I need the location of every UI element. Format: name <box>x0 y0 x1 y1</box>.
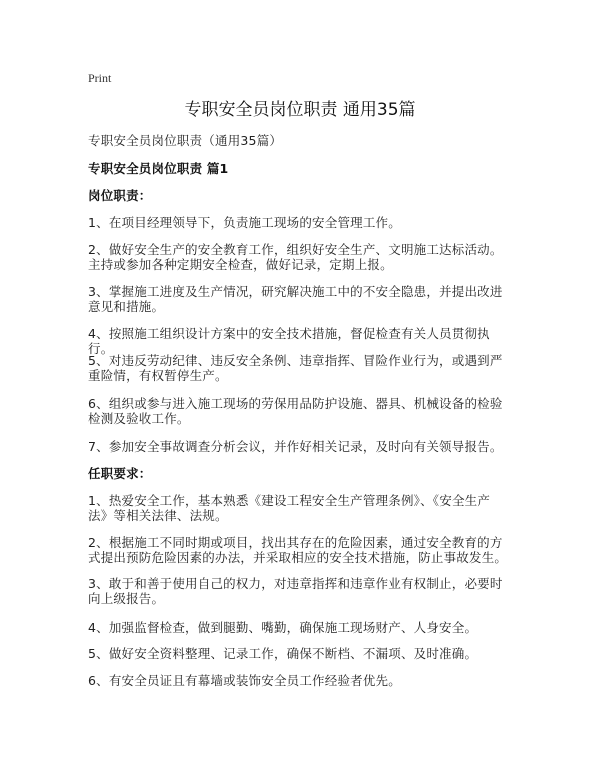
page-title: 专职安全员岗位职责 通用35篇 <box>184 100 416 120</box>
duty-item: 7、参加安全事故调查分析会议，并作好相关记录，及时向有关领导报告。 <box>88 439 503 454</box>
requirement-item: 4、加强监督检查，做到腿勤、嘴勤，确保施工现场财产、人身安全。 <box>88 620 478 635</box>
requirement-item: 3、敢于和善于使用自己的权力，对违章指挥和违章作业有权制止，必要时向上级报告。 <box>88 576 503 606</box>
duty-item: 4、按照施工组织设计方案中的安全技术措施，督促检查有关人员贯彻执行。 <box>88 326 490 356</box>
duty-item: 2、做好安全生产的安全教育工作，组织好安全生产、文明施工达标活动。主持或参加各种定期安全检查，做好记录，定期上报。 <box>88 242 503 272</box>
print-label: Print <box>88 71 112 85</box>
requirement-item: 2、根据施工不同时期或项目，找出其存在的危险因素，通过安全教育的方式提出预防危险因素的办法，并采取相应的安全技术措施，防止事故发生。 <box>88 535 508 565</box>
duty-item: 6、组织或参与进入施工现场的劳保用品防护设施、器具、机械设备的检验检测及验收工作。 <box>88 396 503 426</box>
duty-item: 3、掌握施工进度及生产情况，研究解决施工中的不安全隐患，并提出改进意见和措施。 <box>88 284 503 314</box>
requirement-item: 1、热爱安全工作，基本熟悉《建设工程安全生产管理条例》、《安全生产法》等相关法律、法规。 <box>88 493 491 523</box>
requirement-item: 6、有安全员证且有幕墙或装饰安全员工作经验者优先。 <box>88 673 401 688</box>
requirement-item: 5、做好安全资料整理、记录工作，确保不断档、不漏项、及时准确。 <box>88 646 478 661</box>
section-heading: 专职安全员岗位职责 篇1 <box>88 161 229 176</box>
requirements-heading: 任职要求： <box>88 466 152 481</box>
duties-heading: 岗位职责： <box>88 188 152 203</box>
subtitle: 专职安全员岗位职责（通用35篇） <box>88 133 283 148</box>
duty-item: 5、对违反劳动纪律、违反安全条例、违章指挥、冒险作业行为，或遇到严重险情，有权暂停生产。 <box>88 353 503 383</box>
duty-item: 1、在项目经理领导下，负责施工现场的安全管理工作。 <box>88 215 401 230</box>
